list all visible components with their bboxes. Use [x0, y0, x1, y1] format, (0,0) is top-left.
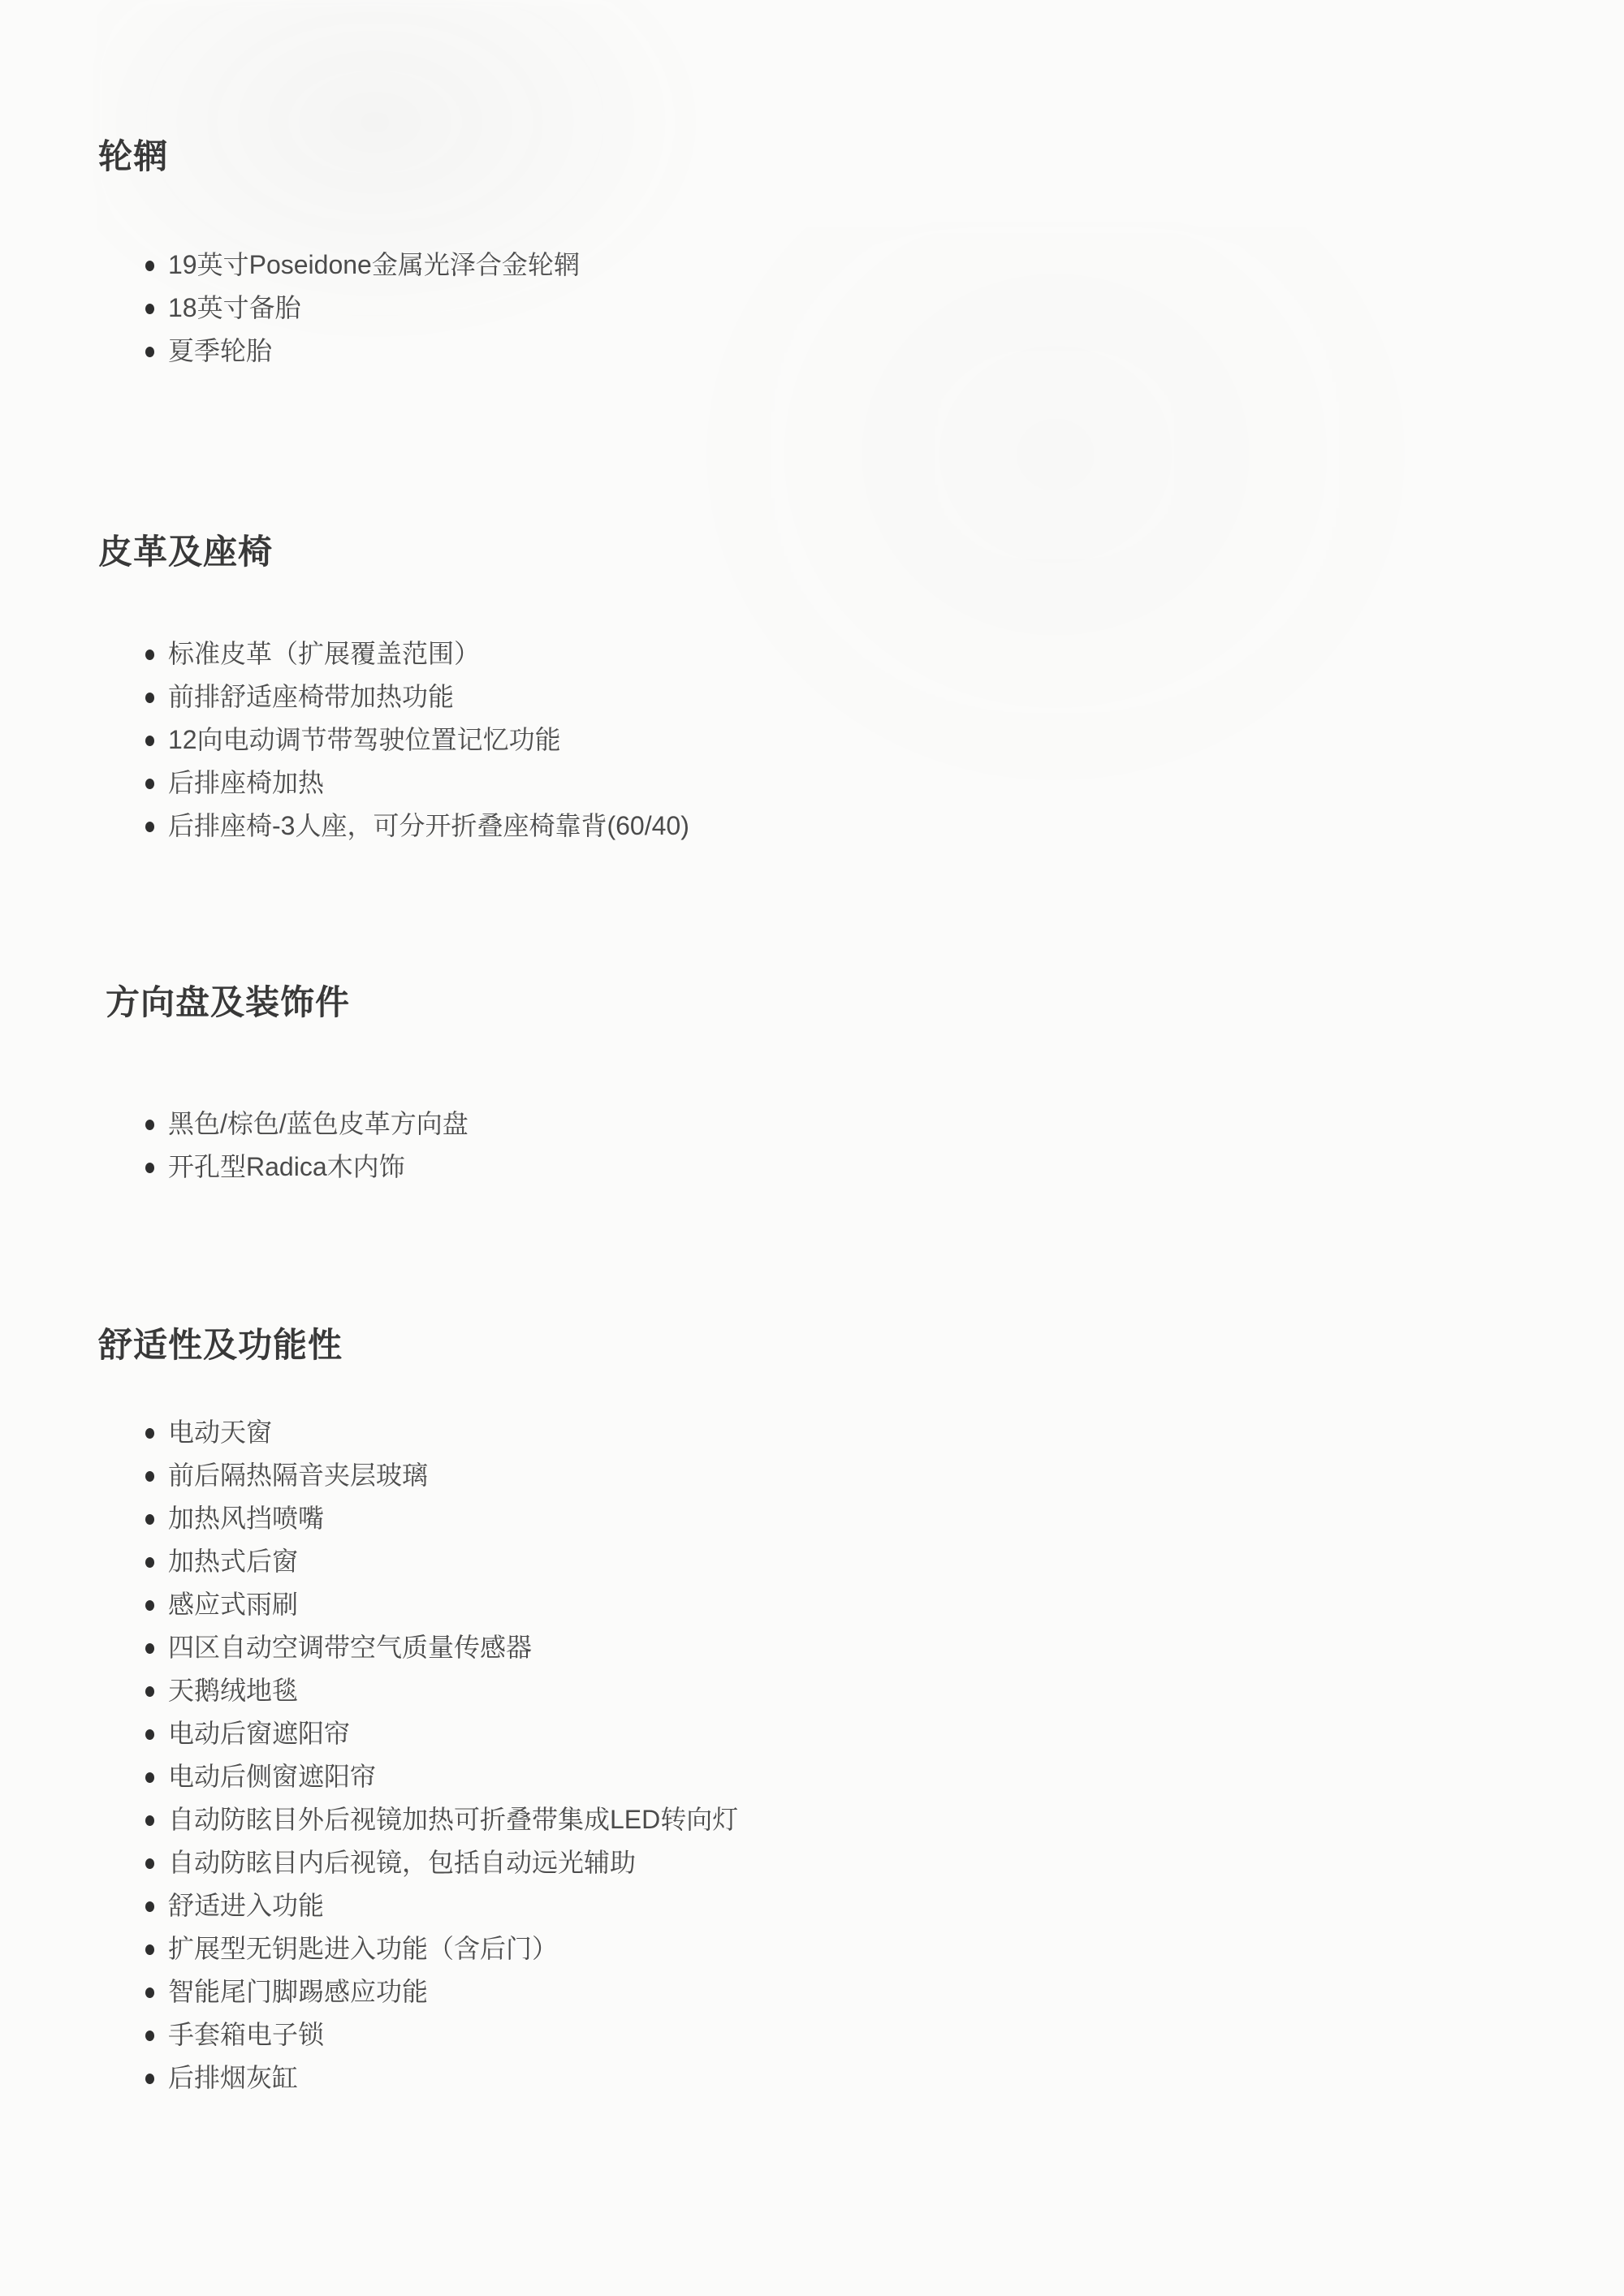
spec-section — [98, 535, 1575, 848]
section-title: 轮辋 — [98, 137, 169, 175]
list-item-text: 前后隔热隔音夹层玻璃 — [168, 1461, 429, 1490]
list-item — [98, 1970, 1575, 2013]
feature-list — [98, 244, 1575, 373]
list-item-text: 电动后窗遮阳帘 — [168, 1719, 351, 1748]
list-item-text: 扩展型无钥匙进入功能（含后门） — [168, 1934, 559, 1963]
list-item-text: 舒适进入功能 — [168, 1891, 325, 1920]
list-item-text: 自动防眩目内后视镜，包括自动远光辅助 — [168, 1848, 637, 1877]
list-item-text: 后排座椅加热 — [168, 768, 325, 797]
bullet-icon — [145, 1772, 154, 1783]
bullet-icon — [145, 736, 154, 746]
list-item — [98, 2056, 1575, 2100]
list-item — [98, 330, 1575, 373]
list-item — [98, 1798, 1575, 1841]
list-item — [98, 719, 1575, 762]
spec-section — [98, 137, 1575, 373]
list-item-text: 18英寸备胎 — [168, 293, 301, 322]
list-item — [98, 675, 1575, 719]
section-title: 皮革及座椅 — [98, 533, 274, 571]
list-item — [98, 762, 1575, 805]
list-item-text: 天鹅绒地毯 — [168, 1676, 299, 1705]
section-title: 舒适性及功能性 — [98, 1326, 343, 1364]
feature-list — [98, 1411, 1575, 2100]
list-item — [98, 1146, 1575, 1189]
feature-list — [98, 1103, 1575, 1189]
bullet-icon — [145, 1163, 154, 1173]
bullet-icon — [145, 1944, 154, 1955]
bullet-icon — [145, 1815, 154, 1826]
bullet-icon — [145, 1600, 154, 1611]
bullet-icon — [145, 1643, 154, 1654]
list-item-text: 电动后侧窗遮阳帘 — [168, 1762, 377, 1791]
list-item-text: 后排座椅-3人座，可分开折叠座椅靠背(60/40) — [168, 811, 689, 840]
list-item-text: 开孔型Radica木内饰 — [168, 1152, 405, 1181]
bullet-icon — [145, 2074, 154, 2084]
bullet-icon — [145, 347, 154, 357]
list-item — [98, 1497, 1575, 1540]
list-item — [98, 1540, 1575, 1583]
bullet-icon — [145, 261, 154, 271]
list-item-text: 感应式雨刷 — [168, 1590, 299, 1619]
spec-section — [98, 1328, 1575, 2100]
list-item-text: 19英寸Poseidone金属光泽合金轮辋 — [168, 250, 580, 279]
bullet-icon — [145, 693, 154, 703]
list-item-text: 前排舒适座椅带加热功能 — [168, 682, 455, 711]
list-item — [98, 1583, 1575, 1626]
spec-section — [98, 983, 1575, 1189]
list-item — [98, 2013, 1575, 2056]
bullet-icon — [145, 1120, 154, 1130]
list-item — [98, 1626, 1575, 1669]
list-item — [98, 1103, 1575, 1146]
bullet-icon — [145, 1901, 154, 1912]
list-item — [98, 1712, 1575, 1755]
list-item — [98, 1841, 1575, 1884]
list-item — [98, 632, 1575, 675]
bullet-icon — [145, 1686, 154, 1697]
list-item-text: 夏季轮胎 — [168, 336, 273, 365]
list-item-text: 标准皮革（扩展覆盖范围） — [168, 639, 481, 668]
list-item-text: 智能尾门脚踢感应功能 — [168, 1977, 429, 2006]
list-item-text: 12向电动调节带驾驶位置记忆功能 — [168, 725, 561, 754]
bullet-icon — [145, 1987, 154, 1998]
feature-list — [98, 632, 1575, 848]
bullet-icon — [145, 1471, 154, 1482]
list-item — [98, 244, 1575, 287]
list-item-text: 手套箱电子锁 — [168, 2020, 325, 2049]
bullet-icon — [145, 1514, 154, 1525]
list-item — [98, 1927, 1575, 1970]
list-item-text: 电动天窗 — [168, 1418, 273, 1447]
bullet-icon — [145, 822, 154, 832]
list-item-text: 后排烟灰缸 — [168, 2063, 299, 2092]
list-item-text: 加热式后窗 — [168, 1547, 299, 1576]
bullet-icon — [145, 1858, 154, 1869]
bullet-icon — [145, 1557, 154, 1568]
bullet-icon — [145, 650, 154, 660]
list-item-text: 四区自动空调带空气质量传感器 — [168, 1633, 533, 1662]
list-item — [98, 1884, 1575, 1927]
bullet-icon — [145, 2031, 154, 2041]
list-item-text: 自动防眩目外后视镜加热可折叠带集成LED转向灯 — [168, 1805, 739, 1834]
list-item — [98, 1454, 1575, 1497]
bullet-icon — [145, 1729, 154, 1740]
list-item — [98, 805, 1575, 848]
list-item — [98, 287, 1575, 330]
list-item — [98, 1669, 1575, 1712]
bullet-icon — [145, 304, 154, 314]
bullet-icon — [145, 779, 154, 789]
list-item — [98, 1755, 1575, 1798]
bullet-icon — [145, 1428, 154, 1439]
section-title: 方向盘及装饰件 — [106, 983, 351, 1021]
list-item-text: 加热风挡喷嘴 — [168, 1504, 325, 1533]
list-item — [98, 1411, 1575, 1454]
list-item-text: 黑色/棕色/蓝色皮革方向盘 — [168, 1109, 469, 1138]
